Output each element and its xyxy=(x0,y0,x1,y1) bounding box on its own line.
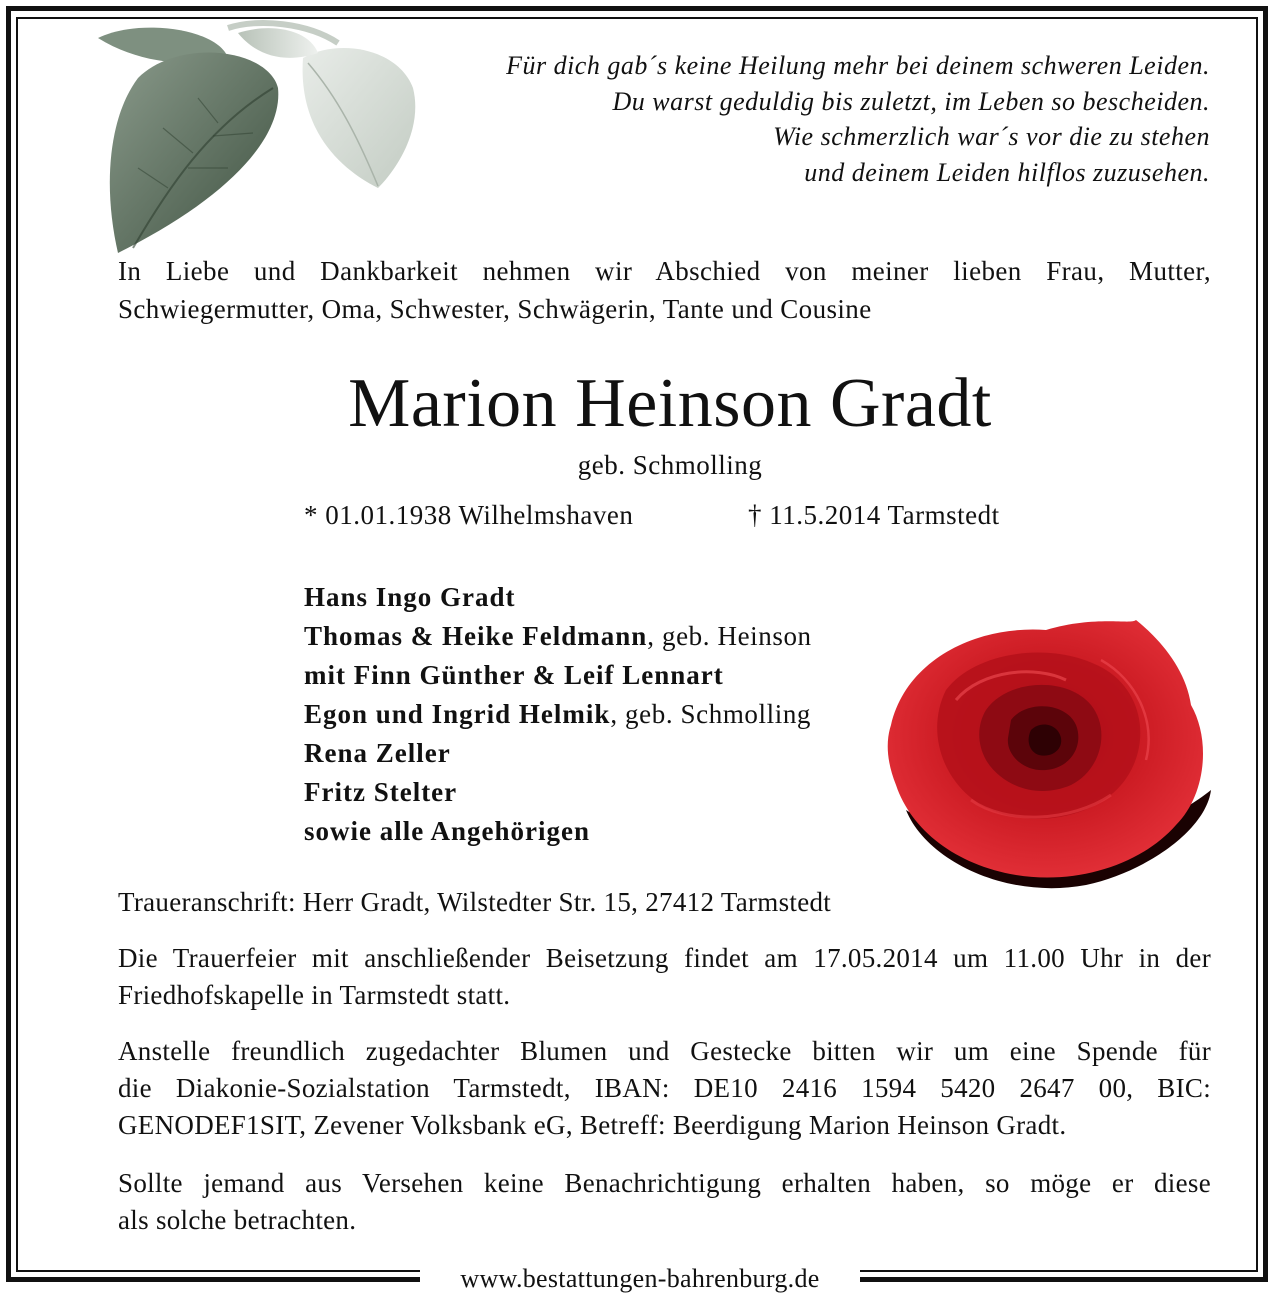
mourner-row xyxy=(304,578,812,617)
mourner-name: Hans Ingo Gradt xyxy=(304,582,516,612)
mourner-row xyxy=(304,812,812,851)
address-paragraph xyxy=(118,884,1211,921)
mourner-name: Rena Zeller xyxy=(304,738,451,768)
address-line: Traueranschrift: Herr Gradt, Wilstedter Str. 15, 27412 Tarmstedt xyxy=(118,887,832,917)
intro-line: In Liebe und Dankbarkeit nehmen wir Abschied von meiner lieben Frau, Mutter, xyxy=(118,256,1211,286)
ceremony-paragraph xyxy=(118,940,1211,1014)
poem-line: Für dich gab´s keine Heilung mehr bei deinem schweren Leiden. xyxy=(506,51,1210,80)
intro-line: Schwiegermutter, Oma, Schwester, Schwägerin, Tante und Cousine xyxy=(118,294,872,324)
mourner-row xyxy=(304,656,812,695)
footer-url[interactable]: www.bestattungen-bahrenburg.de xyxy=(460,1264,820,1293)
rose-illustration xyxy=(886,610,1216,895)
mourner-suffix: , geb. Schmolling xyxy=(610,699,812,729)
mourners-list xyxy=(304,578,812,851)
leaf-illustration xyxy=(78,18,428,258)
donation-line: GENODEF1SIT, Zevener Volksbank eG, Betreff: Beerdigung Marion Heinson Gradt. xyxy=(118,1110,1067,1140)
death-date: † 11.5.2014 Tarmstedt xyxy=(748,500,1000,530)
note-paragraph xyxy=(118,1165,1211,1239)
donation-line: Anstelle freundlich zugedachter Blumen und Gestecke bitten wir um eine Spende für xyxy=(118,1036,1211,1066)
mourner-suffix: , geb. Heinson xyxy=(647,621,812,651)
deceased-name: Marion Heinson Gradt xyxy=(348,365,992,442)
mourner-name: mit Finn Günther & Leif Lennart xyxy=(304,660,724,690)
poem-line: Wie schmerzlich war´s vor die zu stehen xyxy=(773,122,1210,151)
donation-line: die Diakonie-Sozialstation Tarmstedt, IBAN: DE10 2416 1594 5420 2647 00, BIC: xyxy=(118,1073,1211,1103)
mourner-name: Fritz Stelter xyxy=(304,777,458,807)
mourner-name: sowie alle Angehörigen xyxy=(304,816,590,846)
donation-paragraph xyxy=(118,1033,1211,1144)
mourner-row xyxy=(304,695,812,734)
birth-date: * 01.01.1938 Wilhelmshaven xyxy=(304,500,634,530)
maiden-name: geb. Schmolling xyxy=(577,450,763,480)
poem-line: Du warst geduldig bis zuletzt, im Leben so bescheiden. xyxy=(612,86,1210,116)
mourner-row xyxy=(304,734,812,773)
ceremony-line: Friedhofskapelle in Tarmstedt statt. xyxy=(118,980,511,1010)
note-line: Sollte jemand aus Versehen keine Benachrichtigung erhalten haben, so möge er diese xyxy=(118,1168,1211,1198)
mourner-row xyxy=(304,773,812,812)
mourner-name: Thomas & Heike Feldmann xyxy=(304,621,648,651)
ceremony-line: Die Trauerfeier mit anschließender Beisetzung findet am 17.05.2014 um 11.00 Uhr in der xyxy=(118,943,1211,973)
intro-text xyxy=(118,252,1211,328)
poem-line: und deinem Leiden hilflos zuzusehen. xyxy=(804,157,1210,187)
poem xyxy=(390,48,1210,190)
mourner-row xyxy=(304,617,812,656)
mourner-name: Egon und Ingrid Helmik xyxy=(304,699,611,729)
note-line: als solche betrachten. xyxy=(118,1205,357,1235)
